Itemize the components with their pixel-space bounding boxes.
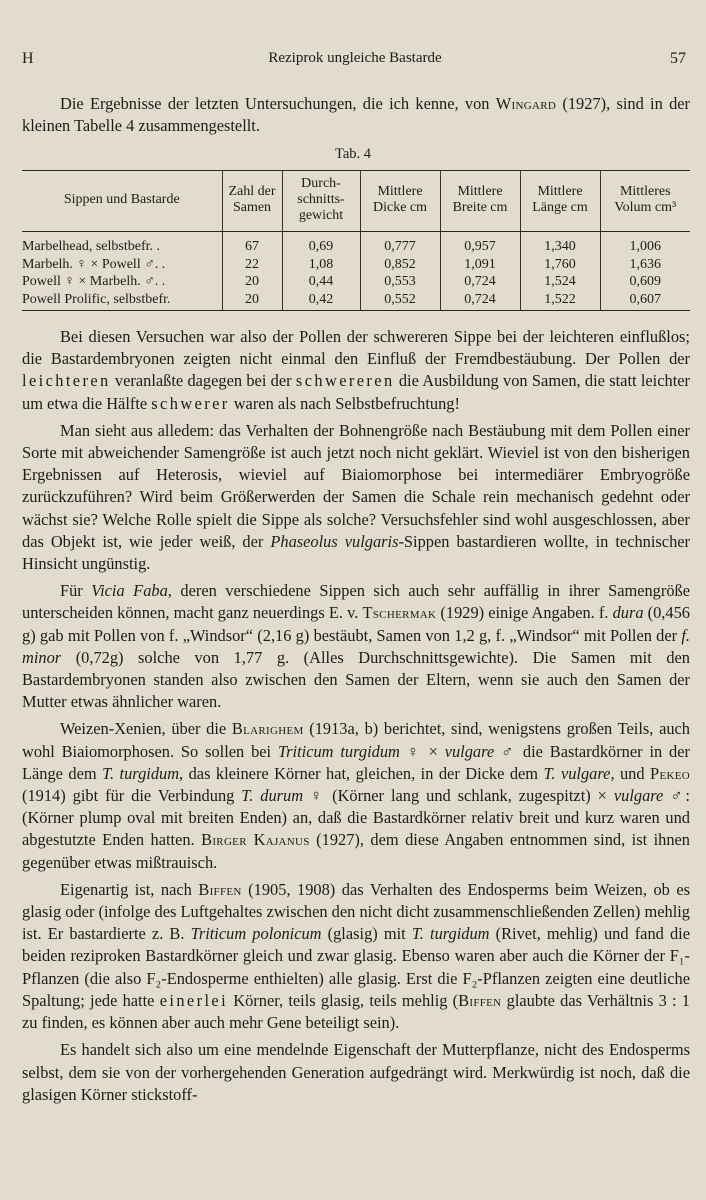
table-row: Powell ♀ × Marbelh. ♂. . 20 0,44 0,553 0,724 1,524 0,609 — [22, 273, 690, 291]
table-header: Sippen und Bastarde — [22, 171, 222, 232]
paragraph-5: Eigenartig ist, nach Biffen (1905, 1908) das Verhalten des Endosperms beim Weizen, ob es glasig oder (infolge des Luftgehaltes zwischen den nicht dicht zusammenschließenden Zellen) mehlig ist. Er bastardierte z. B. Triticum polonicum (glasig) mit T. turgidum (Rivet, mehlig) und fand die beiden reziproken Bastardkörner gleich und zwar glasig. Ebenso waren aber auch die Körner der F₁-Pflanzen (die also F₂-Endosperme enthielten) alle glasig. Erst die F₂-Pflanzen zeigten eine deutliche Spaltung; jede hatte einerlei Körner, teils glasig, teils mehlig (Biffen glaubte das Verhältnis 3 : 1 zu finden, es können aber auch mehr Gene beteiligt sein). — [22, 879, 691, 1033]
table-header-row — [22, 171, 690, 232]
paragraph-2: Man sieht aus alledem: das Verhalten der Bohnengröße nach Bestäubung mit dem Pollen einer Sorte mit abweichender Samengröße ist auch jetzt noch nicht geklärt. Wieviel ist von den bisherigen Ergebnissen auf Heterosis, wieviel auf Biaiomorphose bei intermediärer Embryogröße zurückzuführen? Wird beim Größerwerden der Samen die Schale rein mechanisch gedehnt oder wächst sie? Welche Rolle spielt die Sippe als solche? Versuchsfehler sind wohl ausgeschlossen, aber das Objekt ist, wie jeder weiß, der Phaseolus vulgaris-Sippen bastardieren wollte, in technischer Hinsicht ungünstig. — [22, 420, 690, 574]
table-header: Mittlere Länge cm — [520, 171, 600, 232]
table-header: Mittlere Dicke cm — [360, 171, 440, 232]
paragraph-6: Es handelt sich also um eine mendelnde Eigenschaft der Mutterpflanze, nicht des Endosperms selbst, dem sie von der vorhergehenden Generation aufgedrängt wird. Merkwürdig ist noch, daß die glasigen Körner stickstoff- — [22, 1040, 690, 1104]
page-number: 57 — [670, 50, 686, 67]
table-header: Durch-schnitts-gewicht — [282, 171, 360, 232]
body-text — [22, 326, 690, 1106]
header-title: Reziprok ungleiche Bastarde — [268, 50, 442, 66]
author-name: Wingard — [495, 94, 557, 113]
table-header: Zahl der Samen — [222, 171, 282, 232]
paragraph-3: Für Vicia Faba, deren verschiedene Sippen sich auch sehr auffällig in ihrer Samengröße unterscheiden können, macht ganz neuerdings E. v. Tschermak (1929) einige Angaben. f. dura (0,456 g) gab mit Pollen von f. „Windsor“ (2,16 g) bestäubt, Samen von 1,2 g, f. „Windsor“ mit Pollen der f. minor (0,72g) solche von 1,77 g. (Alles Durchschnittsgewichte). Die Samen mit den Bastardembryonen standen also zwischen den Samen der Eltern, wenn sie auch den Samen der Mutter etwas ähnlicher waren. — [22, 581, 691, 712]
table-row: Powell Prolific, selbstbefr. 20 0,42 0,552 0,724 1,522 0,607 — [22, 291, 690, 311]
running-header — [22, 50, 688, 74]
table-row: Marbelhead, selbstbefr. . 67 0,69 0,777 0,957 1,340 1,006 — [22, 232, 690, 256]
table-header: Mittlere Breite cm — [440, 171, 520, 232]
table-header: Mittleres Volum cm³ — [600, 171, 690, 232]
header-letter: H — [22, 50, 34, 67]
table-caption: Tab. 4 — [334, 146, 372, 162]
intro-paragraph: Die Ergebnisse der letzten Untersuchungen, die ich kenne, von Wingard (1927), sind in der kleinen Tabelle 4 zusammengestellt. — [22, 94, 690, 136]
paragraph-4: Weizen-Xenien, über die Blarighem (1913a, b) berichtet, sind, wenigstens großen Teils, auch wohl Biaiomorphosen. So sollen bei Triticum turgidum ♀ × vulgare ♂ die Bastardkörner in der Länge dem T. turgidum, das kleinere Körner hat, gleichen, in der Dicke dem T. vulgare, und Pekeo (1914) gibt für die Verbindung T. durum ♀ (Körner lang und schlank, zugespitzt) × vulgare ♂: (Körner plump oval mit breiten Enden) an, daß die Bastardkörner relativ breit und kurz waren und abgestutzte Enden hatten. Birger Kajanus (1927), dem diese Angaben entnommen sind, ist ihnen gegenüber etwas mißtrauisch. — [22, 719, 691, 872]
paragraph-1: Bei diesen Versuchen war also der Pollen der schwereren Sippe bei der leichteren einflußlos; die Bastardembryonen zeigten nicht einmal den Einfluß der Fremdbestäubung. Der Pollen der leichteren veranlaßte dagegen bei der schwereren die Ausbildung von Samen, die statt leichter um etwa die Hälfte schwerer waren als nach Selbstbefruchtung! — [22, 327, 690, 413]
table-row: Marbelh. ♀ × Powell ♂. . 22 1,08 0,852 1,091 1,760 1,636 — [22, 256, 690, 274]
data-table — [22, 170, 690, 311]
